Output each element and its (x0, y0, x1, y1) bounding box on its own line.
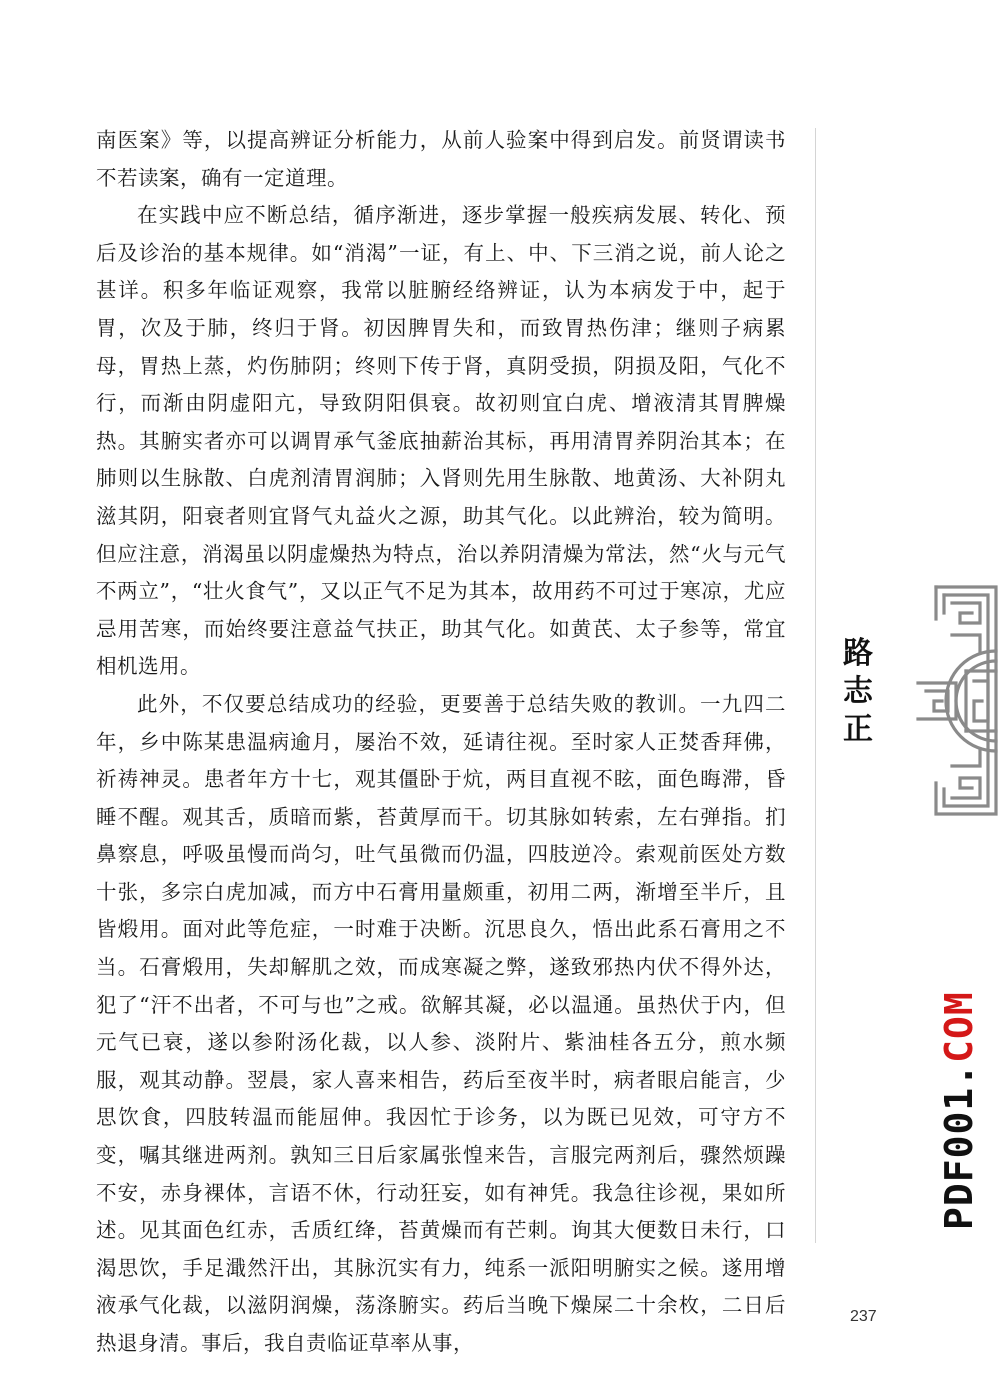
watermark-suffix: COM (937, 991, 981, 1063)
author-name-vertical (838, 635, 878, 749)
watermark-prefix: PDF001. (937, 1062, 981, 1230)
author-char-1: 路 (843, 636, 873, 671)
paragraph-1: 南医案》等，以提高辨证分析能力，从前人验案中得到启发。前贤谓读书不若读案，确有一定道理。 (96, 128, 786, 190)
author-char-3: 正 (843, 712, 873, 747)
margin-divider (815, 128, 816, 1243)
page-number: 237 (850, 1308, 877, 1325)
paragraph-2: 在实践中应不断总结，循序渐进，逐步掌握一般疾病发展、转化、预后及诊治的基本规律。如“消渴”一证，有上、中、下三消之说，前人论之甚详。积多年临证观察，我常以脏腑经络辨证，认为本病发于中，起于胃，次及于肺，终归于肾。初因脾胃失和，而致胃热伤津；继则子病累母，胃热上蒸，灼伤肺阴；终则下传于肾，真阴受损，阴损及阳，气化不行，而渐由阴虚阳亢，导致阴阳俱衰。故初则宜白虎、增液清其胃脾燥热。其腑实者亦可以调胃承气釜底抽薪治其标，再用清胃养阴治其本；在肺则以生脉散、白虎剂清胃润肺；入肾则先用生脉散、地黄汤、大补阴丸滋其阴，阳衰者则宜肾气丸益火之源，助其气化。以此辨治，较为简明。但应注意，消渴虽以阴虚燥热为特点，治以养阴清燥为常法，然“火与元气不两立”，“壮火食气”，又以正气不足为其本，故用药不可过于寒凉，尤应忌用苦寒，而始终要注意益气扶正，助其气化。如黄芪、太子参等，常宜相机选用。 (96, 203, 786, 679)
ornament-emblem (878, 583, 1000, 818)
paragraph-3: 此外，不仅要总结成功的经验，更要善于总结失败的教训。一九四二年，乡中陈某患温病逾月，屡治不效，延请往视。至时家人正焚香拜佛，祈祷神灵。患者年方十七，观其僵卧于炕，两目直视不眩，面色晦滞，昏睡不醒。观其舌，质暗而紫，苔黄厚而干。切其脉如转索，左右弹指。扪鼻察息，呼吸虽慢而尚匀，吐气虽微而仍温，四肢逆冷。索观前医处方数十张，多宗白虎加减，而方中石膏用量颇重，初用二两，渐增至半斤，且皆煅用。面对此等危症，一时难于决断。沉思良久，悟出此系石膏用之不当。石膏煅用，失却解肌之效，而成寒凝之弊，遂致邪热内伏不得外达，犯了“汗不出者，不可与也”之戒。欲解其凝，必以温通。虽热伏于内，但元气已衰，遂以参附汤化裁，以人参、淡附片、紫油桂各五分，煎水频服，观其动静。翌晨，家人喜来相告，药后至夜半时，病者眼启能言，少思饮食，四肢转温而能屈伸。我因忙于诊务，以为既已见效，可守方不变，嘱其继进两剂。孰知三日后家属张惶来告，言服完两剂后，骤然烦躁不安，赤身裸体，言语不休，行动狂妄，如有神凭。我急往诊视，果如所述。见其面色红赤，舌质红绛，苔黄燥而有芒刺。询其大便数日未行，口渴思饮，手足濈然汗出，其脉沉实有力，纯系一派阳明腑实之候。遂用增液承气化裁，以滋阴润燥，荡涤腑实。药后当晚下燥屎二十余枚，二日后热退身清。事后，我自责临证草率从事， (96, 691, 786, 1355)
body-text (96, 122, 786, 1363)
author-char-2: 志 (843, 674, 873, 709)
watermark (937, 991, 981, 1230)
